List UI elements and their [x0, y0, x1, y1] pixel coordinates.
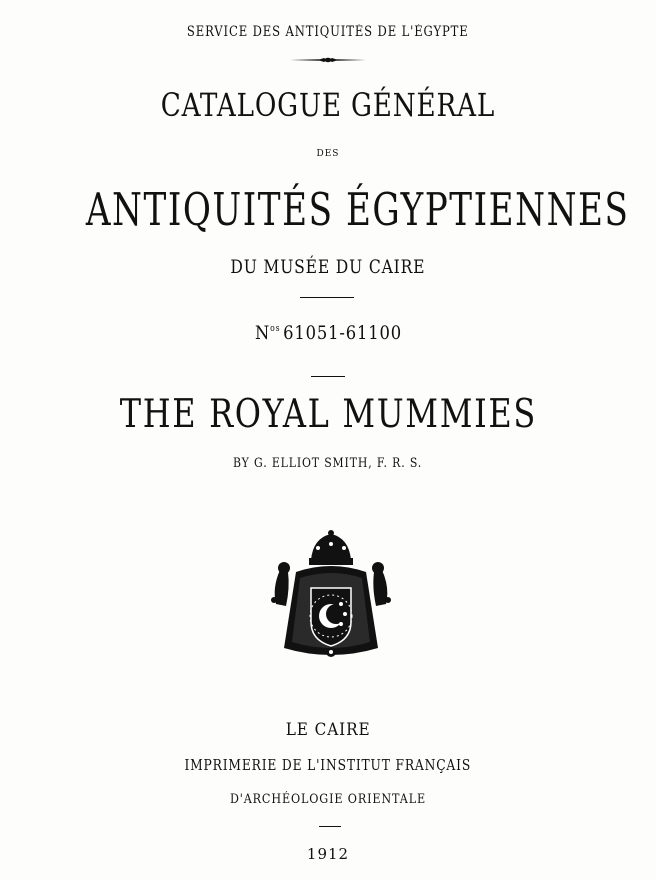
numbers-superscript: os [269, 324, 280, 334]
publication-city [0, 720, 656, 740]
numbers-prefix: N [254, 322, 270, 344]
divider-rule [311, 376, 345, 377]
divider-rule [319, 826, 341, 827]
publication-year: 1912 [306, 845, 350, 863]
catalogue-heading-text: CATALOGUE GÉNÉRAL [160, 86, 496, 124]
des-connector: DES [316, 149, 340, 159]
author-line-text: BY G. ELLIOT SMITH, F. R. S. [233, 456, 423, 471]
museum-heading [0, 256, 656, 278]
series-heading [0, 24, 656, 40]
catalogue-numbers-group [254, 322, 401, 344]
ornament-rule-icon [290, 56, 366, 64]
printer-line-1-text: IMPRIMERIE DE L'INSTITUT FRANÇAIS [184, 756, 472, 774]
numbers-range: 61051-61100 [282, 322, 402, 344]
museum-heading-text: DU MUSÉE DU CAIRE [230, 256, 426, 278]
royal-coat-of-arms-icon [266, 530, 396, 665]
antiquites-heading [0, 183, 656, 236]
catalogue-numbers [0, 322, 656, 344]
catalogue-heading [0, 86, 656, 124]
printer-line-2 [0, 792, 656, 807]
printer-line-1 [0, 756, 656, 774]
book-title [0, 392, 656, 437]
series-heading-text: SERVICE DES ANTIQUITÉS DE L'ÉGYPTE [187, 24, 469, 40]
author-line [0, 456, 656, 471]
antiquites-heading-text: ANTIQUITÉS ÉGYPTIENNES [85, 183, 630, 236]
book-title-text: THE ROYAL MUMMIES [119, 392, 537, 437]
printer-line-2-text: D'ARCHÉOLOGIE ORIENTALE [229, 792, 427, 807]
publication-city-text: LE CAIRE [285, 720, 371, 740]
divider-rule [300, 297, 354, 298]
